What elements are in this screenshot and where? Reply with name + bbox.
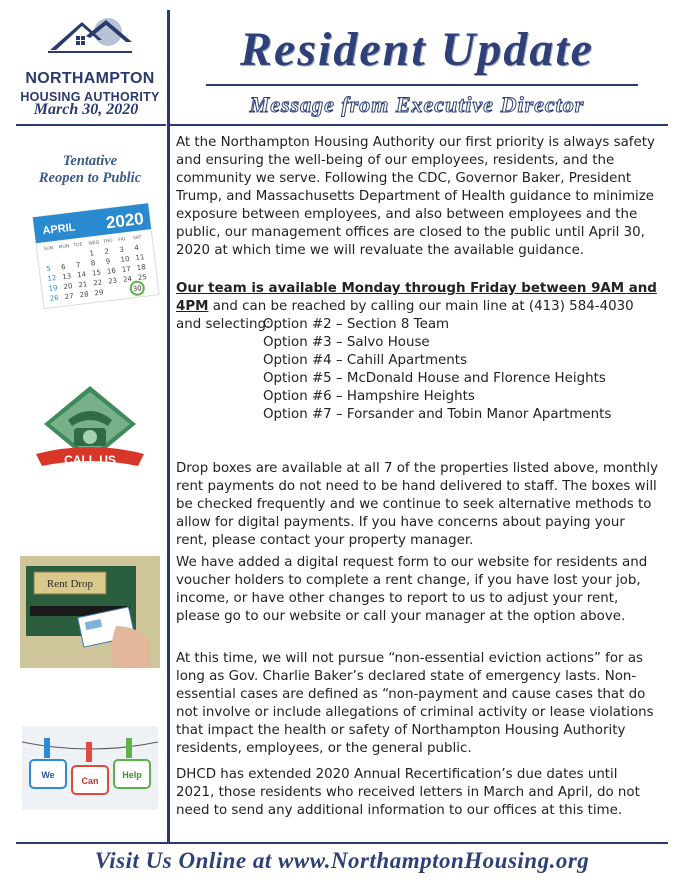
calendar-day: 28 [79, 290, 90, 300]
house-logo-icon [46, 14, 134, 56]
calendar-day: 21 [77, 280, 88, 290]
hours-highlight: Our team is available Monday through Friday between 9AM and 4PM [176, 281, 657, 314]
reopen-label-line2: Reopen to Public [38, 170, 142, 186]
reopen-label-line1: Tentative [62, 153, 118, 169]
footer-website[interactable]: Visit Us Online at www.NorthamptonHousing.org [94, 848, 590, 873]
divider [170, 124, 668, 126]
calendar-day: 7 [75, 260, 81, 270]
list-item: Option #5 – McDonald House and Florence Heights [263, 371, 606, 386]
calendar-day: 19 [48, 283, 59, 293]
calendar-icon [30, 200, 162, 312]
list-item: Option #3 – Salvo House [263, 335, 430, 350]
hours-rest: and can be reached by calling our main line at (413) 584-4030 and selecting: [176, 299, 634, 332]
phone-options-list [263, 316, 611, 424]
we-can-help-image [22, 726, 158, 810]
calendar-day: 11 [135, 253, 145, 263]
calendar-day: 22 [92, 278, 103, 288]
divider [16, 842, 668, 844]
page-title: Resident Update [240, 23, 594, 76]
telephone-icon [32, 384, 148, 480]
calendar-day: 3 [118, 245, 125, 255]
calendar-day: 14 [76, 270, 87, 280]
calendar-day: 16 [106, 266, 117, 276]
column-divider [167, 10, 170, 842]
paragraph-safety: At the Northampton Housing Authority our first priority is always safety and ensuring the well-being of our employees, residents, and the community we serve. Following the CDC, Governor Baker, President Trump, and Massachusetts Department of Health guidance to minimize exposure between employees, and also between employees and the public, our management offices are closed to the public until April 30, 2020 at which time we will revaluate the available guidance. [176, 135, 655, 258]
calendar-day: 24 [122, 274, 133, 284]
calendar-day: 27 [64, 292, 75, 302]
calendar-day: 1 [89, 249, 95, 258]
calendar-weekday: SAT [132, 235, 142, 242]
calendar-weekday: THU [103, 238, 114, 245]
calendar-day: 18 [136, 263, 147, 273]
calendar-day: 9 [105, 257, 111, 266]
calendar-weekday: TUE [73, 242, 83, 249]
calendar-day: 10 [120, 254, 131, 264]
peg-note-can: Can [81, 776, 99, 786]
calendar-day: 15 [91, 268, 102, 278]
issue-date: March 30, 2020 [33, 101, 139, 118]
reopen-label [18, 153, 162, 187]
calendar-day: 6 [60, 262, 67, 272]
calendar-day: 25 [137, 272, 148, 283]
rent-drop-slot-image [20, 556, 160, 668]
divider [16, 124, 166, 126]
calendar-day: 4 [133, 243, 140, 253]
list-item: Option #7 – Forsander and Tobin Manor Apartments [263, 407, 612, 422]
paragraph-digital-form: We have added a digital request form to our website for residents and voucher holders to complete a rent change, if you have lost your job, income, or have other changes to report to us to adjust your rent, please go to our website or call your manager at the option above. [176, 555, 648, 624]
calendar-circled-day: 30 [132, 284, 143, 294]
paragraph-drop-boxes: Drop boxes are available at all 7 of the properties listed above, monthly rent payments do not need to be hand delivered to staff. The boxes will be checked frequently and we continue to seek alternative methods to allow for digital payments. If you have concerns about paying your rent, please contact your property manager. [176, 461, 659, 548]
calendar-day: 2 [104, 247, 110, 256]
list-item: Option #4 – Cahill Apartments [263, 353, 467, 368]
calendar-weekday: WED [88, 240, 100, 247]
peg-note-we: We [41, 770, 55, 780]
calendar-weekday: MON [58, 244, 70, 251]
calendar-year: 2020 [104, 208, 145, 233]
calendar-day: 26 [49, 293, 60, 303]
calendar-weekday: FRI [117, 237, 126, 244]
calendar-day: 20 [63, 282, 73, 292]
calendar-day: 23 [107, 276, 118, 286]
paragraph-eviction: At this time, we will not pursue “non-essential eviction actions” for as long as Gov. Charlie Baker’s declared state of emergency lasts. Non-essential cases are defined as “non-payment and cause cases that do not involve or include allegations of criminal activity or lease violations that impact the health or safety of Northampton Housing Authority residents, employees, or the general public. [176, 651, 654, 756]
calendar-weekday: SUN [43, 246, 54, 253]
title-underline [206, 84, 638, 86]
list-item: Option #2 – Section 8 Team [263, 317, 450, 332]
peg-note-help: Help [122, 770, 142, 780]
page-subtitle: Message from Executive Director [249, 92, 585, 117]
list-item: Option #6 – Hampshire Heights [263, 389, 475, 404]
org-name-line1: NORTHAMPTON [25, 70, 155, 87]
calendar-month: APRIL [41, 221, 77, 238]
calendar-day: 17 [121, 264, 132, 274]
calendar-day: 29 [94, 288, 104, 298]
calendar-day: 13 [61, 272, 72, 282]
paragraph-recertification: DHCD has extended 2020 Annual Recertification’s due dates until 2021, those residents who received letters in March and April, do not need to send any additional information to our offices at this time. [176, 767, 640, 818]
rent-drop-label: Rent Drop [46, 578, 94, 590]
call-us-text: CALL US [64, 453, 116, 467]
calendar-day: 12 [46, 274, 57, 284]
org-name-line2: HOUSING AUTHORITY [20, 90, 160, 104]
calendar-day: 8 [90, 259, 96, 268]
calendar-day: 5 [45, 264, 52, 274]
